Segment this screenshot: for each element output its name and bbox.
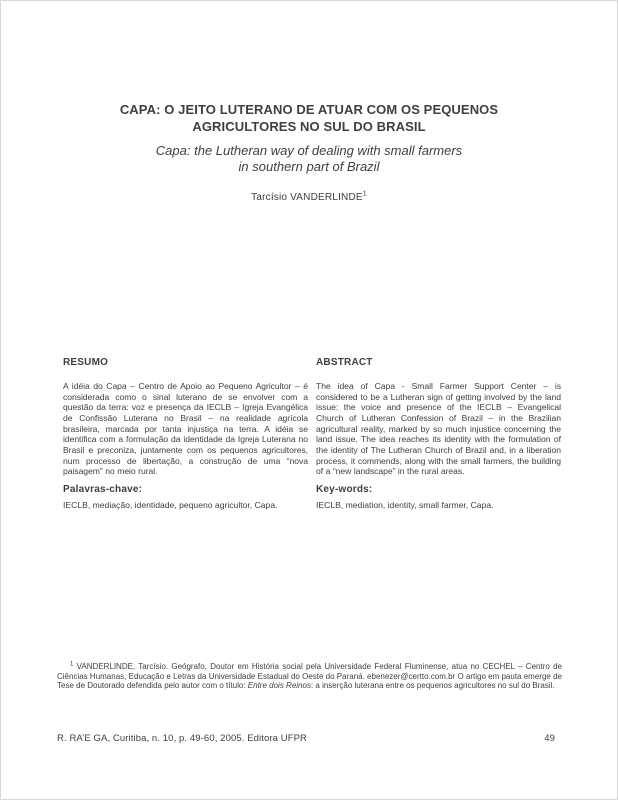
resumo-heading: RESUMO — [63, 357, 109, 368]
palavras-chave-heading: Palavras-chave: — [63, 484, 143, 495]
palavras-chave-list: IECLB, mediação, identidade, pequeno agricultor, Capa. — [63, 500, 278, 510]
author-footnote-ref: 1 — [362, 190, 367, 198]
footnote-work-title: Entre dois Reinos — [247, 681, 311, 691]
abstract-body: The idea of Capa - Small Farmer Support Center – is considered to be a Lutheran sign of getting involved by the land issue: the voice and presence of the IECLB – Evangelical Church of Lutheran Confession of Brazil – in the Brazilian agricultural reality, marked by so much injustice concerning the land issue. The idea reaches its identity with the formulation of the identity of The Lutheran Church of Brazil and, in a liberation process, it commends, along with the small farmers, the building of a “new landscape” in the rural areas. — [316, 381, 561, 477]
footnote-text-before: VANDERLINDE, Tarcísio. Geógrafo, Doutor em História social pela Universidade Federal Fluminense, atua no CECHEL – Centro de Ciências Humanas, Educação e Letras da Universidade Estadual do Oeste do Paraná. ebenezer@certto.com.br O artigo em pauta emerge de Tese de Doutorado defendida pelo autor com o título: — [57, 662, 562, 691]
journal-citation: R. RA’E GA, Curitiba, n. 10, p. 49-60, 2005. Editora UFPR — [57, 733, 307, 744]
resumo-body: A idéia do Capa – Centro de Apoio ao Pequeno Agricultor – é considerada como o sinal luterano de se envolver com a questão da terra: voz e presença da IECLB – Igreja Evangélica de Confissão Luterana no Brasil – na realidade agrícola brasileira, marcada por tanta injustiça na terra. A idéia se identifica com a formulação da identidade da Igreja Luterana no Brasil e preconiza, juntamente com os pequenos agricultores, num processo de libertação, a construção de uma “nova paisagem” no meio rural. — [63, 381, 308, 477]
keywords-list: IECLB, mediation, identity, small farmer, Capa. — [316, 500, 494, 510]
footnote-text-after: : a inserção luterana entre os pequenos agricultores no sul do Brasil. — [310, 681, 555, 691]
author-name: Tarcísio VANDERLINDE — [251, 192, 363, 203]
journal-footer — [57, 733, 555, 744]
page-number: 49 — [544, 733, 555, 744]
footnote-marker: 1 — [70, 661, 74, 668]
article-subtitle-line1: Capa: the Lutheran way of dealing with small farmers — [155, 143, 463, 158]
article-title-line1: CAPA: O JEITO LUTERANO DE ATUAR COM OS PEQUENOS — [119, 102, 499, 117]
article-subtitle — [40, 143, 578, 175]
article-title-line2: AGRICULTORES NO SUL DO BRASIL — [192, 119, 426, 134]
footnote — [57, 662, 562, 691]
article-title — [40, 101, 578, 135]
keywords-heading: Key-words: — [316, 484, 373, 495]
article-subtitle-line2: in southern part of Brazil — [238, 159, 380, 174]
author-line — [0, 192, 618, 203]
abstract-heading: ABSTRACT — [316, 357, 373, 368]
